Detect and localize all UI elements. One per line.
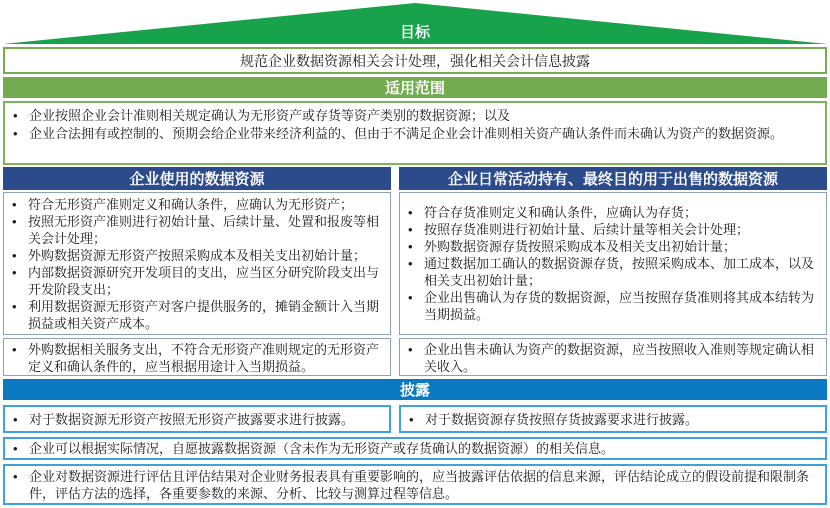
left-bullet: • 外购数据资源无形资产按照采购成本及相关支出初始计量； [4, 247, 386, 264]
column-headers-row [3, 167, 827, 190]
left-column-header: 企业使用的数据资源 [3, 167, 391, 190]
left-extra-bullet: • 外购数据相关服务支出，不符合无形资产准则规定的无形资产定义和确认条件的，应当根据用途计入当期损益。 [4, 341, 390, 375]
column-extras-row [3, 338, 827, 376]
right-extra-list [400, 341, 826, 375]
evaluation-disclosure-list [5, 468, 825, 502]
scope-section-bar: 适用范围 [3, 77, 827, 98]
left-extra-list [4, 341, 390, 375]
right-column-extra [399, 338, 827, 376]
disclosure-right-cell [399, 405, 827, 433]
scope-box [3, 101, 827, 165]
goal-arrow [3, 3, 827, 44]
disclosure-left-bullet: • 对于数据资源无形资产按照无形资产披露要求进行披露。 [5, 411, 389, 428]
goal-statement-text: 规范企业数据资源相关会计处理，强化相关会计信息披露 [240, 52, 590, 69]
right-bullet: • 按照存货准则进行初始计量、后续计量等相关会计处理； [400, 221, 822, 238]
disclosure-right-list [401, 411, 825, 428]
right-column-body [399, 192, 827, 335]
scope-bullet: • 企业合法拥有或控制的、预期会给企业带来经济利益的、但由于不满足企业会计准则相关资产确认条件而未确认为资产的数据资源。 [5, 125, 819, 143]
right-bullet-list [400, 204, 822, 323]
disclosure-left-list [5, 411, 389, 428]
left-bullet: • 符合无形资产准则定义和确认条件，应确认为无形资产； [4, 196, 386, 213]
column-bodies-row [3, 192, 827, 335]
right-column-header: 企业日常活动持有、最终目的用于出售的数据资源 [399, 167, 827, 190]
evaluation-disclosure-box [3, 464, 827, 505]
disclosure-left-cell [3, 405, 391, 433]
voluntary-disclosure-box [3, 437, 827, 460]
left-column-extra [3, 338, 391, 376]
right-bullet: • 通过数据加工确认的数据资源存货，按照采购成本、加工成本，以及相关支出初始计量； [400, 255, 822, 289]
disclosure-right-bullet: • 对于数据资源存货按照存货披露要求进行披露。 [401, 411, 825, 428]
goal-statement-box [3, 47, 827, 74]
left-bullet-list [4, 196, 386, 332]
scope-bullet: • 企业按照企业会计准则相关规定确认为无形资产或存货等资产类别的数据资源；以及 [5, 107, 819, 125]
goal-arrow-label: 目标 [399, 24, 430, 41]
right-bullet: • 符合存货准则定义和确认条件，应确认为存货； [400, 204, 822, 221]
left-bullet: • 内部数据资源研究开发项目的支出，应当区分研究阶段支出与开发阶段支出； [4, 264, 386, 298]
scope-bullet-list [5, 107, 819, 143]
voluntary-disclosure-bullet: • 企业可以根据实际情况，自愿披露数据资源（含未作为无形资产或存货确认的数据资源）的相关信息。 [5, 440, 825, 457]
voluntary-disclosure-list [5, 440, 825, 457]
right-bullet: • 外购数据资源存货按照采购成本及相关支出初始计量； [400, 238, 822, 255]
left-bullet: • 按照无形资产准则进行初始计量、后续计量、处置和报废等相关会计处理； [4, 213, 386, 247]
disclosure-pair-row [3, 405, 827, 433]
left-column-body [3, 192, 391, 335]
right-bullet: • 企业出售确认为存货的数据资源，应当按照存货准则将其成本结转为当期损益。 [400, 289, 822, 323]
right-extra-bullet: • 企业出售未确认为资产的数据资源，应当按照收入准则等规定确认相关收入。 [400, 341, 826, 375]
disclosure-section-bar: 披露 [3, 379, 827, 400]
left-bullet: • 利用数据资源无形资产对客户提供服务的，摊销金额计入当期损益或相关资产成本。 [4, 298, 386, 332]
evaluation-disclosure-bullet: • 企业对数据资源进行评估且评估结果对企业财务报表具有重要影响的，应当披露评估依据的信息来源，评估结论成立的假设前提和限制条件，评估方法的选择，各重要参数的来源、分析、比较与测算过程等信息。 [5, 468, 825, 502]
